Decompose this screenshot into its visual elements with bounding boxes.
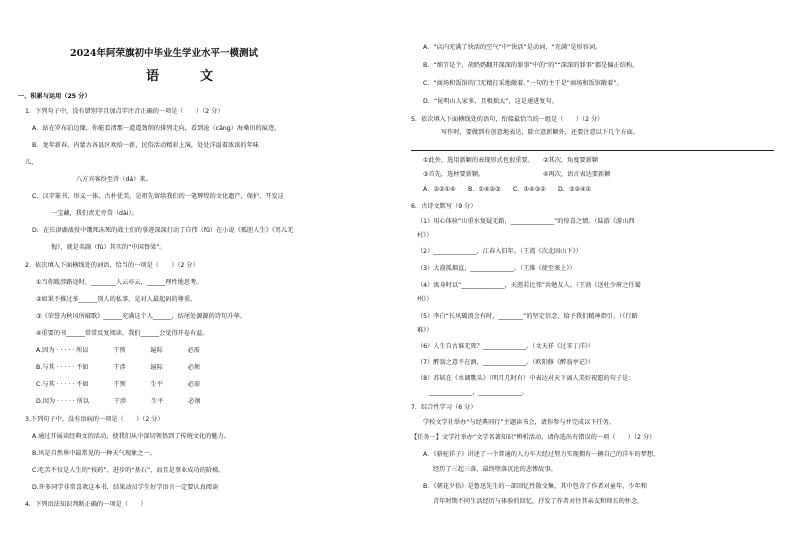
question-6-item-4: （4）寓身时以“______________，天涯若比邻”共勉友人。（王勃《送杜少府之任蜀: [417, 282, 641, 289]
question-2-item-1: ①当你跋涉路途时，________人云亦云，______理性地思考。: [36, 279, 203, 286]
question-2-item-2: ②如果不推过多______别人的私事，是对人最起码的尊重。: [36, 296, 197, 303]
question-1-option-d-cont: 悔》，就是名副（fù）其实的“中国脊梁”。: [51, 244, 166, 251]
question-3-option-a: A.通过开展读经典文的活动，使我们从中深切领悟到了传统文化的魅力。: [32, 433, 230, 440]
question-6-item-1: （1）用心体验“山重水复疑无路，______________”的惊喜之情。（陆游《游山西: [417, 218, 635, 225]
question-4-stem: 4．下列语法知识判断正确的一项是（ ）: [25, 501, 147, 508]
task-1-option-a: A．《骆驼祥子》讲述了一个普通的人力车夫经过努力实现拥有一辆自己的洋车的梦想，: [423, 451, 660, 458]
question-1-option-a: A．站在罗布泊边缘，你能看清那一道道劲削的排列走向，看到沧（cāng）海桑田的痕迹。: [32, 125, 281, 132]
section-heading: 一、积累与运用（25 分）: [18, 93, 91, 100]
question-1-stem: 1．下列句子中，没有错别字且加点字注音正确的一项是（ ）（2 分）: [25, 108, 224, 115]
question-3-stem: 3.下列句子中，没有语病的一项是（ ）（2 分）: [25, 416, 164, 423]
question-5-options: A．③②①④ B．①④②③ C．①④③② D．③②④①: [423, 186, 592, 193]
question-7-stem: 7．综合性学习（6 分）: [411, 404, 477, 411]
question-5-stem: 5．依次填入下面横线处的语句，衔接最恰当的一组是（ ）（2 分）: [411, 116, 604, 123]
question-6-stem: 6．古诗文默写（9 分）: [411, 203, 477, 210]
task-1-option-a-cont: 经历了三起三落，最终堕落沉沦的悲惨故事。: [433, 466, 557, 473]
question-4-option-c: C．“商场和饭馆的门无精打采地敞着。”一句的主干是“商场和饭馆敞着”。: [423, 80, 623, 87]
task-1-option-b: B．《朝花夕拾》是鲁迅先生的一部回忆性散文集，其中包含了作者对童年、少年和: [423, 483, 647, 490]
question-7-intro: 学校文学社举办“与经典同行”主题读书会，请你参与并完成以下任务。: [423, 419, 616, 426]
subject-title: 语 文: [146, 69, 228, 84]
question-5-sentences-row1: ①此外，选用新颖的表现形式也很重要。 ②其次，角度要新颖: [423, 157, 599, 164]
question-2-stem: 2．依次填入下面横线处的词语，恰当的一项是（ ）（2 分）: [25, 262, 199, 269]
question-2-option-a: A.因为 · · · · · 所以 干预 遍际 必需: [36, 347, 200, 354]
question-4-option-d: D．“昆明山人家多，且极拙大”，这是递进复句。: [423, 98, 558, 105]
task-1-option-b-cont: 青年时期不同生活经历与体验的回忆，抒发了作者对往昔亲友和师长的怀念。: [433, 498, 644, 505]
question-1-option-c-cont: 一宝藏，我们责无旁贷（dài）。: [51, 210, 138, 217]
question-5-divider: [411, 150, 774, 151]
question-1-option-c: C．汉字篆书，形义一体，古朴优美，是祖先留给我们的一笔辉煌的文化遗产，保护、开发这: [32, 193, 284, 200]
question-5-sentences-row2: ③首先，选材要新颖。 ④再次，语言表达要新颖: [423, 171, 611, 178]
question-5-passage: 写作时，要做到有创意地表达，除立意新颖外，还要注意以下几个方面。: [441, 129, 639, 136]
question-6-item-5-cont: 难》）: [417, 327, 433, 334]
question-2-option-d: D.因为 · · · · · 所以 干涉 生平 必须: [36, 398, 201, 405]
question-6-item-1-cont: 村》）: [417, 232, 433, 239]
question-4-option-b: B．“细节是个，胡奶奶翻开深深的罪事”中的“的”“深深的罪事”都是偏正结构。: [423, 62, 639, 69]
question-6-item-8: （8）苏轼在《水调歌头》（明月几时有）中表达对天下离人美好祝愿的句子是：: [417, 375, 635, 382]
question-6-item-7: （7）醉翁之意不在酒，______________。（欧阳修《醉翁亭记》）: [417, 359, 595, 366]
task-1-stem: 【任务一】文学社举办“文学名著知识”辨析活动，请你选出有错误的一项（ ）（2 分）: [411, 434, 656, 441]
question-6-item-4-cont: 州》）: [417, 296, 433, 303]
question-3-option-c: C.吃苦不仅是人生的“枝药”、进步的“基石”，而且是事业成功的阶梯。: [32, 467, 225, 474]
question-1-option-b: B．龙年新春，内蒙古各县区欢拾一新，民俗活动精彩上演，处处洋溢着浓浓的年味: [32, 142, 259, 149]
question-2-option-b: B.与其 · · · · · 不如 干涉 遍际 必须: [36, 364, 200, 371]
question-1-option-d: D．在长津湖战役中饿死冻死的战士们的事迹深深打动了自伟（fǔ）在小说《孤胆人生》《男儿无: [32, 227, 294, 234]
question-1-option-b-cont: 儿，: [25, 159, 38, 166]
question-6-item-6: （6）人生自古谁无死？______________。（文天祥《过零丁洋》）: [417, 343, 595, 350]
question-6-item-2: （2）______________，江春入旧年。（王湾《次北固山下》）: [417, 248, 582, 255]
question-3-option-d: D.许多同学非常喜欢这本书，结果动员学生好学语言一定要认真阅读: [32, 484, 219, 491]
question-2-option-c: C.与其 · · · · · 不如 干预 生平 必需: [36, 381, 201, 388]
question-6-item-3: （3）大漠孤烟直，______________。（王维《使至塞上》）: [417, 265, 576, 272]
question-2-item-4: ④重要的书______常常反复阅读，我们______会觉得开卷有益。: [36, 330, 209, 337]
question-1-option-b-cont2: 八方宾客纷至沓（dá）来。: [76, 176, 152, 183]
question-4-option-a: A．“店内充满了快活的空气”中“快活”是动词，“充满”是形容词。: [423, 44, 602, 51]
question-6-item-5: （5）李白“长风破浪会有时，________”的坚定信念，给予我们精神指引。（《行路: [417, 313, 638, 320]
exam-title: 2024年阿荣旗初中毕业生学业水平一模测试: [70, 48, 258, 59]
question-2-item-3: ③《荣誉为秋风所破歌》______充满这个人______，结尾处源源的诗句升华。: [36, 313, 246, 320]
question-6-item-8-blanks: ______________，______________。: [429, 389, 528, 396]
question-3-option-b: B.风是自然界中最常见的一种天气现象之一。: [32, 450, 156, 457]
